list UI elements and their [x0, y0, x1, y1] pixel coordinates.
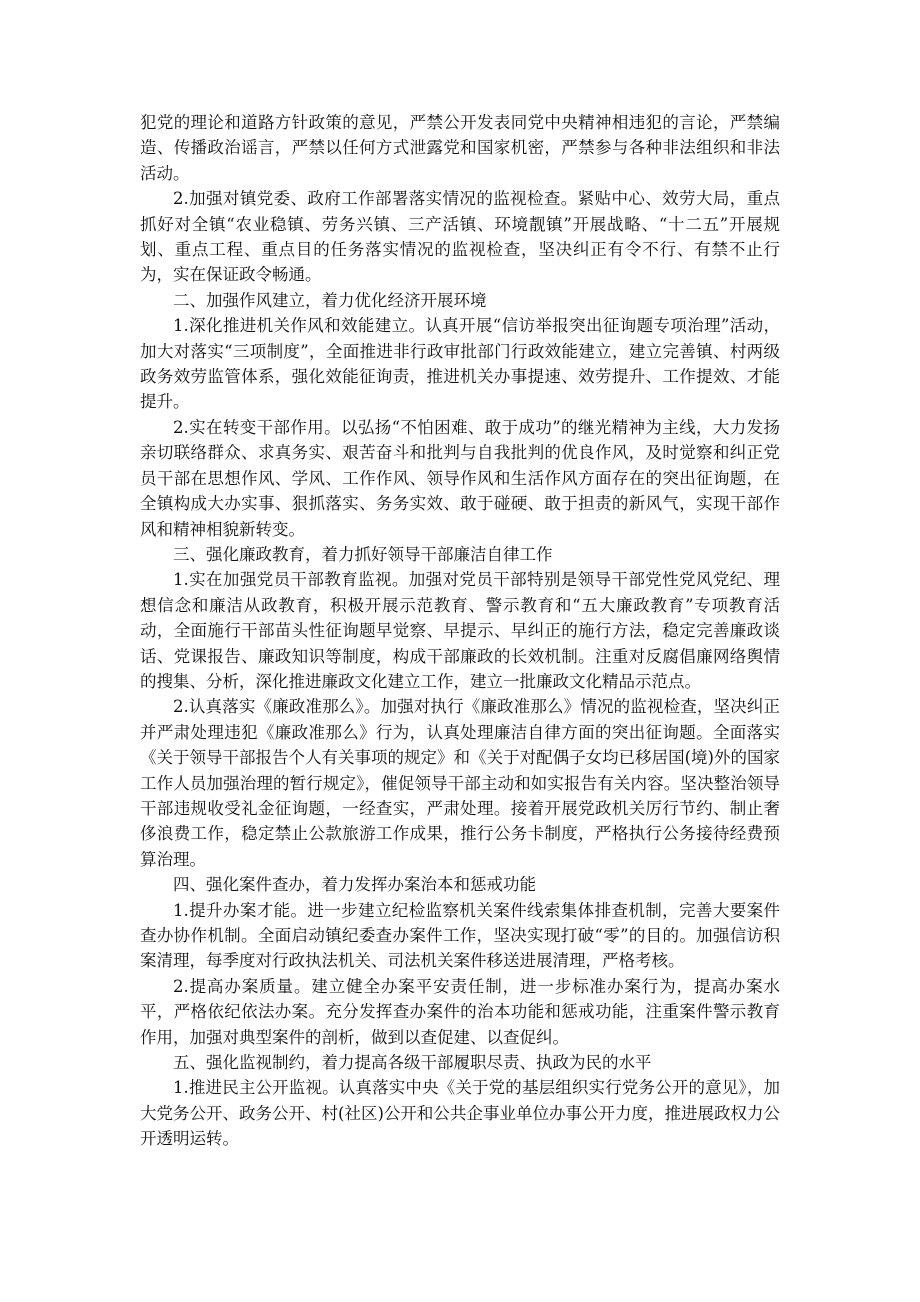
section-heading: 三、强化廉政教育，着力抓好领导干部廉洁自律工作 [173, 544, 553, 564]
paragraph: 1.深化推进机关作风和效能建立。认真开展“信访举报突出征询题专项治理”活动，加大对落实“三项制度”，全面推进非行政审批部门行政效能建立，建立完善镇、村两级政务效劳监管体系，强化效能征询责，推进机关办事提速、效劳提升、工作提效、才能提升。 [140, 316, 780, 412]
paragraph: 2.加强对镇党委、政府工作部署落实情况的监视检查。紧贴中心、效劳大局，重点抓好对全镇“农业稳镇、劳务兴镇、三产活镇、环境靓镇”开展战略、“十二五”开展规划、重点工程、重点目的任务落实情况的监视检查，坚决纠正有令不行、有禁不止行为，实在保证政令畅通。 [140, 189, 780, 285]
paragraph: 1.推进民主公开监视。认真落实中央《关于党的基层组织实行党务公开的意见》，加大党务公开、政务公开、村(社区)公开和公共企事业单位办事公开力度，推进展政权力公开透明运转。 [140, 1078, 780, 1149]
paragraph: 1.实在加强党员干部教育监视。加强对党员干部特别是领导干部党性党风党纪、理想信念和廉洁从政教育，积极开展示范教育、警示教育和“五大廉政教育”专项教育活动，全面施行干部苗头性征询题早觉察、早提示、早纠正的施行方法，稳定完善廉政谈话、党课报告、廉政知识等制度，构成干部廉政的长效机制。注重对反腐倡廉网络舆情的搜集、分析，深化推进廉政文化建立工作，建立一批廉政文化精品示范点。 [140, 570, 780, 691]
paragraph: 1.提升办案才能。进一步建立纪检监察机关案件线索集体排查机制，完善大要案件查办协作机制。全面启动镇纪委查办案件工作，坚决实现打破“零”的目的。加强信访积案清理，每季度对行政执法机关、司法机关案件移送进展清理，严格考核。 [140, 900, 780, 971]
section-heading: 二、加强作风建立，着力优化经济开展环境 [173, 290, 487, 310]
document-body [140, 110, 780, 1152]
paragraph: 2.提高办案质量。建立健全办案平安责任制，进一步标准办案行为，提高办案水平，严格依纪依法办案。充分发挥查办案件的治本功能和惩戒功能，注重案件警示教育作用，加强对典型案件的剖析，做到以查促建、以查促纠。 [140, 976, 780, 1047]
paragraph: 2.认真落实《廉政准那么》。加强对执行《廉政准那么》情况的监视检查，坚决纠正并严肃处理违犯《廉政准那么》行为，认真处理廉洁自律方面的突出征询题。全面落实《关于领导干部报告个人有关事项的规定》和《关于对配偶子女均已移居国(境)外的国家工作人员加强治理的暂行规定》，催促领导干部主动和如实报告有关内容。坚决整治领导干部违规收受礼金征询题，一经查实，严肃处理。接着开展党政机关厉行节约、制止奢侈浪费工作，稳定禁止公款旅游工作成果，推行公务卡制度，严格执行公务接待经费预算治理。 [140, 697, 780, 869]
paragraph: 犯党的理论和道路方针政策的意见，严禁公开发表同党中央精神相违犯的言论，严禁编造、传播政治谣言，严禁以任何方式泄露党和国家机密，严禁参与各种非法组织和非法活动。 [140, 113, 780, 183]
section-heading: 五、强化监视制约，着力提高各级干部履职尽责、执政为民的水平 [173, 1053, 652, 1073]
paragraph: 2.实在转变干部作用。以弘扬“不怕困难、敢于成功”的继光精神为主线，大力发扬亲切联络群众、求真务实、艰苦奋斗和批判与自我批判的优良作风，及时觉察和纠正党员干部在思想作风、学风、工作作风、领导作风和生活作风方面存在的突出征询题，在全镇构成大办实事、狠抓落实、务务实效、敢于碰硬、敢于担责的新风气，实现干部作风和精神相貌新转变。 [140, 417, 780, 539]
section-heading: 四、强化案件查办，着力发挥办案治本和惩戒功能 [173, 875, 536, 895]
